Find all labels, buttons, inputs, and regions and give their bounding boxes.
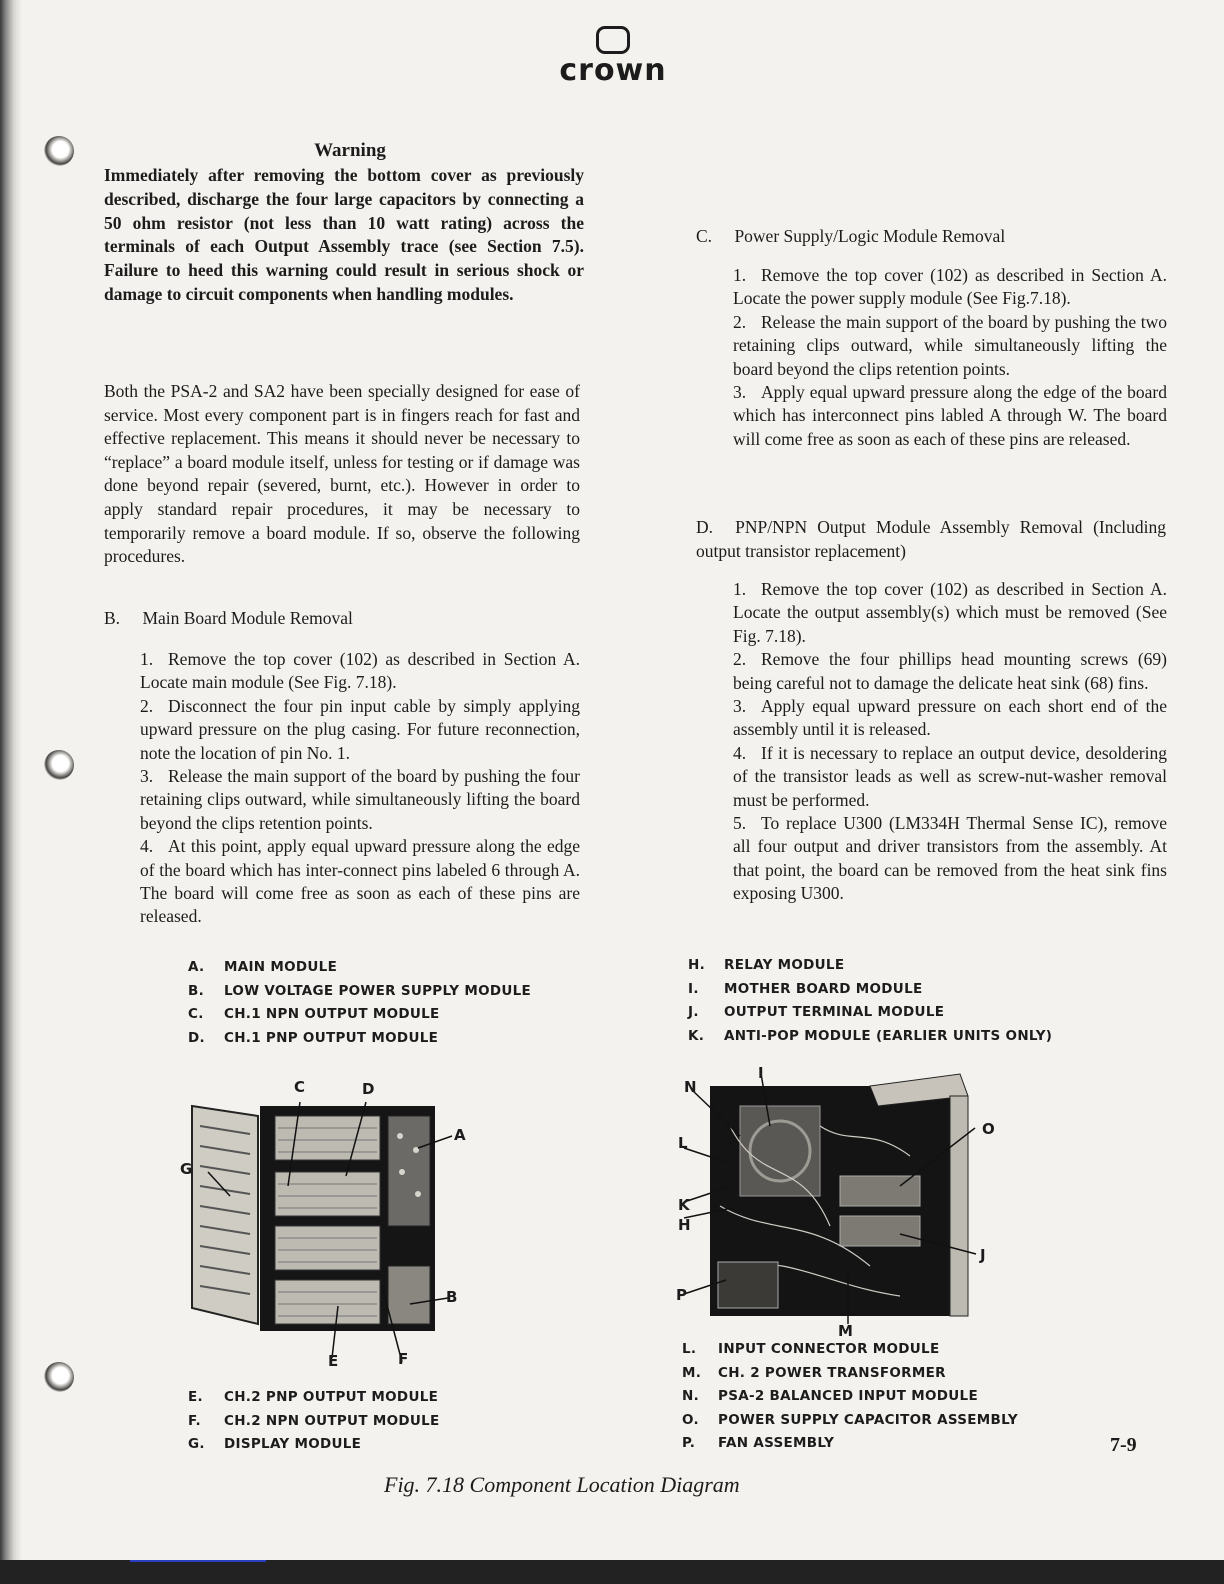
section-c-steps bbox=[733, 264, 1167, 451]
list-item: 2. Release the main support of the board by pushing the two retaining clips outward, while simultaneously lifting the board beyond the clips retention points. bbox=[733, 311, 1167, 379]
legend-row: B. LOW VOLTAGE POWER SUPPLY MODULE bbox=[188, 982, 532, 999]
list-item: 2. Disconnect the four pin input cable by simply applying upward pressure on the plug casing. For future reconnection, note the location of pin No. 1. bbox=[140, 695, 580, 763]
legend-row: M. CH. 2 POWER TRANSFORMER bbox=[682, 1364, 946, 1381]
photo-label-f: F bbox=[398, 1350, 409, 1368]
section-b-letter: B. bbox=[104, 608, 121, 628]
photo-label-i: I bbox=[758, 1064, 764, 1082]
legend-row: K. ANTI-POP MODULE (EARLIER UNITS ONLY) bbox=[688, 1027, 1053, 1044]
section-d-steps bbox=[733, 578, 1167, 906]
legend-row: G. DISPLAY MODULE bbox=[188, 1436, 362, 1452]
legend-row: F. CH.2 NPN OUTPUT MODULE bbox=[188, 1412, 440, 1429]
list-item: 1. Remove the top cover (102) as described in Section A. Locate main module (See Fig. 7.18). bbox=[140, 649, 580, 693]
photo-label-g: G bbox=[180, 1160, 193, 1178]
warning-body: Immediately after removing the bottom cover as previously described, discharge the four large capacitors by connecting a 50 ohm resistor (not less than 10 watt rating) across the terminals of each Output Assembly trace (see Section 7.5). Failure to heed this warning could result in serious shock or damage to circuit components when handling modules. bbox=[104, 165, 584, 304]
legend-row: H. RELAY MODULE bbox=[688, 957, 845, 973]
warning-title: Warning bbox=[314, 140, 386, 161]
photo-label-e: E bbox=[328, 1352, 339, 1370]
section-d-letter: D. bbox=[696, 517, 714, 537]
legend-row: O. POWER SUPPLY CAPACITOR ASSEMBLY bbox=[682, 1411, 1019, 1428]
photo-label-o: O bbox=[982, 1120, 995, 1138]
list-item: 3. Release the main support of the board by pushing the four retaining clips outward, while simultaneously lifting the board beyond the clips retention points. bbox=[140, 766, 580, 833]
section-d-heading bbox=[696, 516, 1166, 563]
legend-right-top bbox=[688, 954, 1052, 1048]
section-c-title: Power Supply/Logic Module Removal bbox=[734, 226, 1006, 246]
photo-label-p: P bbox=[676, 1286, 687, 1304]
photo-top-view bbox=[170, 1076, 480, 1366]
photo-label-j: J bbox=[980, 1246, 986, 1264]
list-item: 1. Remove the top cover (102) as described in Section A. Locate the power supply module (See Fig.7.18). bbox=[733, 265, 1167, 309]
photo-label-d: D bbox=[362, 1080, 375, 1098]
photo-label-a: A bbox=[454, 1126, 466, 1144]
legend-row: J. OUTPUT TERMINAL MODULE bbox=[688, 1004, 945, 1020]
legend-row: D. CH.1 PNP OUTPUT MODULE bbox=[188, 1029, 439, 1046]
list-item: 1. Remove the top cover (102) as described in Section A. Locate the output assembly(s) which must be removed (See Fig. 7.18). bbox=[733, 579, 1167, 646]
legend-row: C. CH.1 NPN OUTPUT MODULE bbox=[188, 1006, 440, 1022]
amplifier-bottom-photo bbox=[684, 1068, 976, 1324]
crown-logo bbox=[548, 26, 678, 86]
list-item: 4. If it is necessary to replace an output device, desoldering of the transistor leads as well as screw-nut-washer removal must be performed. bbox=[733, 742, 1167, 810]
binder-hole-middle bbox=[44, 750, 74, 780]
legend-row: L. INPUT CONNECTOR MODULE bbox=[682, 1341, 940, 1357]
photo-label-h: H bbox=[678, 1216, 691, 1234]
photo-label-k: K bbox=[678, 1196, 690, 1214]
binder-hole-top bbox=[44, 136, 74, 166]
legend-row: E. CH.2 PNP OUTPUT MODULE bbox=[188, 1389, 439, 1405]
list-item: 5. To replace U300 (LM334H Thermal Sense IC), remove all four output and driver transistors from the assembly. At that point, the board can be removed from the heat sink fins exposing U300. bbox=[733, 813, 1167, 904]
legend-left-bottom bbox=[188, 1386, 440, 1457]
amplifier-top-photo bbox=[192, 1102, 452, 1362]
binder-hole-bottom bbox=[44, 1362, 74, 1392]
photo-label-c: C bbox=[294, 1078, 306, 1096]
legend-row: P. FAN ASSEMBLY bbox=[682, 1435, 835, 1451]
legend-right-bottom bbox=[682, 1338, 1018, 1456]
legend-row: A. MAIN MODULE bbox=[188, 959, 338, 975]
section-b-heading bbox=[104, 608, 353, 629]
section-b-title: Main Board Module Removal bbox=[142, 608, 353, 628]
page-number: 7-9 bbox=[1110, 1434, 1137, 1456]
section-c-letter: C. bbox=[696, 226, 713, 246]
legend-left-top bbox=[188, 956, 531, 1050]
scan-edge-shadow bbox=[0, 0, 22, 1584]
photo-bottom-view bbox=[670, 1066, 1000, 1338]
list-item: 3. Apply equal upward pressure on each short end of the assembly until it is released. bbox=[733, 696, 1167, 740]
list-item: 2. Remove the four phillips head mounting screws (69) being careful not to damage the delicate heat sink (68) fins. bbox=[733, 649, 1167, 693]
photo-label-m: M bbox=[838, 1322, 853, 1340]
section-c-heading bbox=[696, 226, 1005, 247]
photo-label-l: L bbox=[678, 1134, 688, 1152]
legend-row: N. PSA-2 BALANCED INPUT MODULE bbox=[682, 1388, 978, 1404]
section-d-title: PNP/NPN Output Module Assembly Removal (Including output transistor replacement) bbox=[696, 517, 1166, 561]
photo-label-b: B bbox=[446, 1288, 458, 1306]
list-item: 4. At this point, apply equal upward pressure along the edge of the board which has inter-connect pins labeled 6 through A. The board will come free as soon as each of these pins are released. bbox=[140, 836, 580, 927]
intro-paragraph: Both the PSA-2 and SA2 have been specially designed for ease of service. Most every component part is in fingers reach for fast and effective replacement. This means it should never be necessary to “replace” a board module itself, unless for testing or if damage was done beyond repair (severed, burnt, etc.). However in order to apply standard repair procedures, it may be necessary to temporarily remove a board module. If so, observe the following procedures. bbox=[104, 381, 580, 567]
crown-icon bbox=[596, 26, 630, 54]
section-b-steps bbox=[140, 648, 580, 929]
list-item: 3. Apply equal upward pressure along the edge of the board which has interconnect pins labled A through W. The board will come free as soon as each of these pins are released. bbox=[733, 382, 1167, 449]
legend-row: I. MOTHER BOARD MODULE bbox=[688, 980, 923, 997]
scan-bottom-band bbox=[0, 1560, 1224, 1584]
figure-caption: Fig. 7.18 Component Location Diagram bbox=[384, 1472, 740, 1497]
photo-label-n: N bbox=[684, 1078, 697, 1096]
logo-text: crown bbox=[559, 53, 667, 88]
